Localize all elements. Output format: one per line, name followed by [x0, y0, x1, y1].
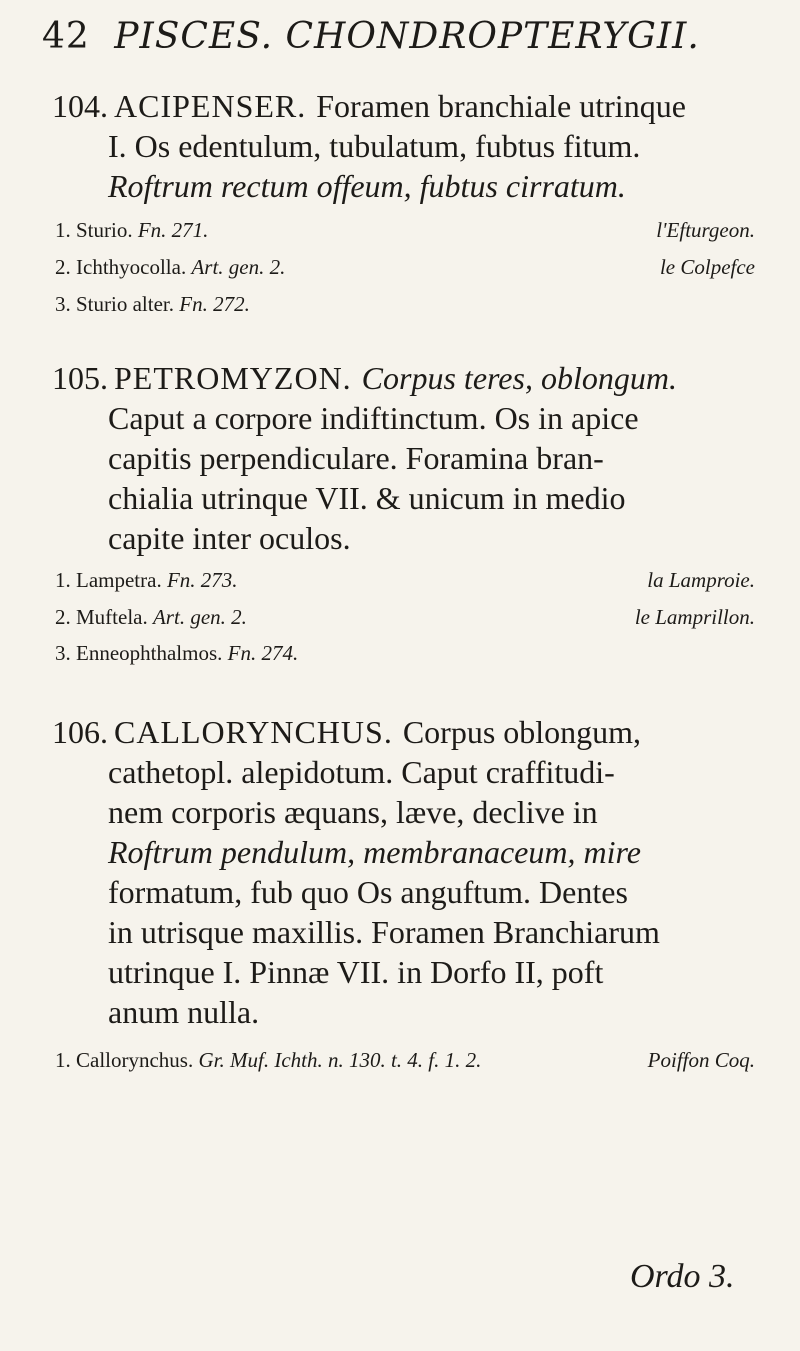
entry-number: 104.: [52, 88, 108, 124]
synonym-line: [55, 255, 775, 285]
synonym-line: [55, 1048, 775, 1078]
french-name: le Colpefce: [659, 255, 755, 279]
synonym-reference: Fn. 273.: [166, 568, 238, 592]
entry-line: anum nulla.: [108, 994, 260, 1030]
genus-name: ACIPENSER.: [114, 88, 307, 124]
entry-line: in utrisque maxillis. Foramen Branchiarum: [108, 914, 660, 950]
synonym-reference: Fn. 271.: [137, 218, 209, 242]
synonym-line: [55, 568, 775, 598]
entry-description: [52, 126, 772, 206]
french-name: Poiffon Coq.: [647, 1048, 755, 1072]
entry-line: Roftrum rectum offeum, fubtus cirratum.: [108, 168, 626, 204]
synonym-reference: Fn. 272.: [179, 292, 250, 316]
entry-line: cathetopl. alepidotum. Caput craffitudi-: [108, 754, 615, 790]
entry-line: Corpus teres, oblongum.: [361, 360, 677, 396]
entry-line: capitis perpendiculare. Foramina bran-: [108, 440, 604, 476]
entry-line: Foramen branchiale utrinque: [316, 88, 686, 124]
synonym-name: 2. Ichthyocolla.: [55, 255, 187, 279]
entry-line: nem corporis æquans, læve, declive in: [108, 794, 598, 830]
synonym-line: [55, 605, 775, 635]
synonym-reference: Gr. Muf. Ichth. n. 130. t. 4. f. 1. 2.: [198, 1048, 482, 1072]
synonym-line: [55, 641, 775, 671]
synonym-reference: Fn. 274.: [227, 641, 299, 665]
synonym-line: [55, 292, 775, 322]
genus-name: PETROMYZON.: [114, 360, 352, 396]
genus-entry-petromyzon: [52, 358, 772, 558]
entry-line: Corpus oblongum,: [402, 714, 642, 750]
entry-line: utrinque I. Pinnæ VII. in Dorfo II, poft: [108, 954, 604, 990]
entry-line: Caput a corpore indiftinctum. Os in apice: [108, 400, 639, 436]
entry-line: Roftrum pendulum, membranaceum, mire: [108, 834, 641, 870]
synonym-name: 3. Enneophthalmos.: [55, 641, 223, 665]
synonym-name: 1. Sturio.: [55, 218, 133, 242]
entry-description: [52, 752, 772, 1032]
entry-number: 105.: [52, 360, 108, 396]
entry-line: capite inter oculos.: [108, 520, 351, 556]
synonym-reference: Art. gen. 2.: [152, 605, 247, 629]
synonym-name: 2. Muftela.: [55, 605, 148, 629]
page-header: [42, 16, 762, 76]
entry-description: [52, 398, 772, 558]
synonym-name: 1. Callorynchus.: [55, 1048, 194, 1072]
entry-line: I. Os edentulum, tubulatum, fubtus fitum.: [108, 128, 641, 164]
page-number: 42: [42, 16, 90, 57]
synonym-name: 3. Sturio alter.: [55, 292, 174, 316]
genus-entry-acipenser: [52, 86, 772, 206]
synonym-reference: Art. gen. 2.: [191, 255, 286, 279]
synonym-line: [55, 218, 775, 248]
entry-line: chialia utrinque VII. & unicum in medio: [108, 480, 626, 516]
french-name: l'Efturgeon.: [656, 218, 755, 242]
entry-number: 106.: [52, 714, 108, 750]
french-name: la Lamproie.: [647, 568, 755, 592]
synonym-name: 1. Lampetra.: [55, 568, 162, 592]
french-name: le Lamprillon.: [634, 605, 755, 629]
entry-line: formatum, fub quo Os anguftum. Dentes: [108, 874, 628, 910]
genus-name: CALLORYNCHUS.: [114, 714, 393, 750]
catchword: Ordo 3.: [630, 1258, 735, 1295]
genus-entry-callorynchus: [52, 712, 772, 1032]
running-title: PISCES. CHONDROPTERYGII.: [114, 16, 700, 57]
